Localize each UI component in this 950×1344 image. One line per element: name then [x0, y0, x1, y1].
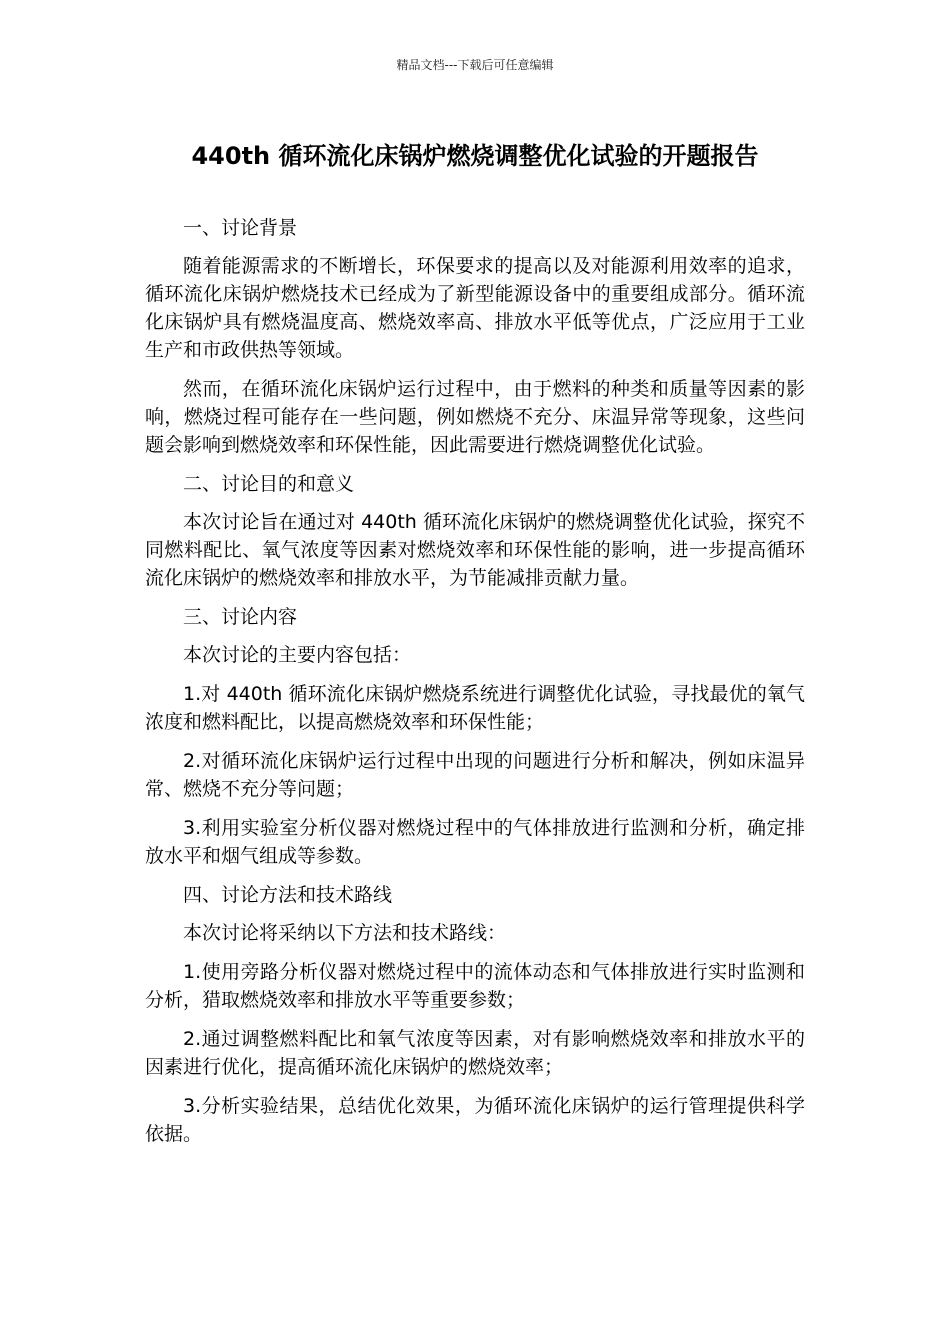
paragraph: 随着能源需求的不断增长，环保要求的提高以及对能源利用效率的追求，循环流化床锅炉燃烧技术已经成为了新型能源设备中的重要组成部分。循环流化床锅炉具有燃烧温度高、燃烧效率高、排放水平低等优点，广泛应用于工业生产和市政供热等领域。: [145, 255, 805, 361]
paragraph: 本次讨论旨在通过对 440th 循环流化床锅炉的燃烧调整优化试验，探究不同燃料配比、氧气浓度等因素对燃烧效率和环保性能的影响，进一步提高循环流化床锅炉的燃烧效率和排放水平，为节能减排贡献力量。: [145, 511, 805, 589]
list-item: 1.使用旁路分析仪器对燃烧过程中的流体动态和气体排放进行实时监测和分析，猎取燃烧效率和排放水平等重要参数；: [145, 961, 805, 1011]
paragraph: 本次讨论将采纳以下方法和技术路线：: [183, 922, 507, 944]
list-item: 2.通过调整燃料配比和氧气浓度等因素，对有影响燃烧效率和排放水平的因素进行优化，提高循环流化床锅炉的燃烧效率；: [145, 1028, 805, 1078]
document-title: 440th 循环流化床锅炉燃烧调整优化试验的开题报告: [191, 142, 759, 170]
page-header: 精品文档---下载后可任意编辑: [396, 58, 554, 72]
section-heading-methods: 四、讨论方法和技术路线: [183, 884, 393, 906]
list-item: 3.利用实验室分析仪器对燃烧过程中的气体排放进行监测和分析，确定排放水平和烟气组成等参数。: [145, 817, 805, 867]
list-item: 3.分析实验结果，总结优化效果，为循环流化床锅炉的运行管理提供科学依据。: [145, 1095, 805, 1145]
paragraph: 然而，在循环流化床锅炉运行过程中，由于燃料的种类和质量等因素的影响，燃烧过程可能存在一些问题，例如燃烧不充分、床温异常等现象，这些问题会影响到燃烧效率和环保性能，因此需要进行燃烧调整优化试验。: [145, 378, 805, 456]
document-body: [145, 214, 805, 1159]
list-item: 2.对循环流化床锅炉运行过程中出现的问题进行分析和解决，例如床温异常、燃烧不充分等问题；: [145, 750, 805, 800]
section-heading-content: 三、讨论内容: [183, 606, 298, 628]
section-heading-background: 一、讨论背景: [183, 217, 298, 239]
list-item: 1.对 440th 循环流化床锅炉燃烧系统进行调整优化试验，寻找最优的氧气浓度和燃料配比，以提高燃烧效率和环保性能；: [145, 683, 805, 733]
paragraph: 本次讨论的主要内容包括：: [183, 644, 412, 666]
section-heading-purpose: 二、讨论目的和意义: [183, 473, 355, 495]
